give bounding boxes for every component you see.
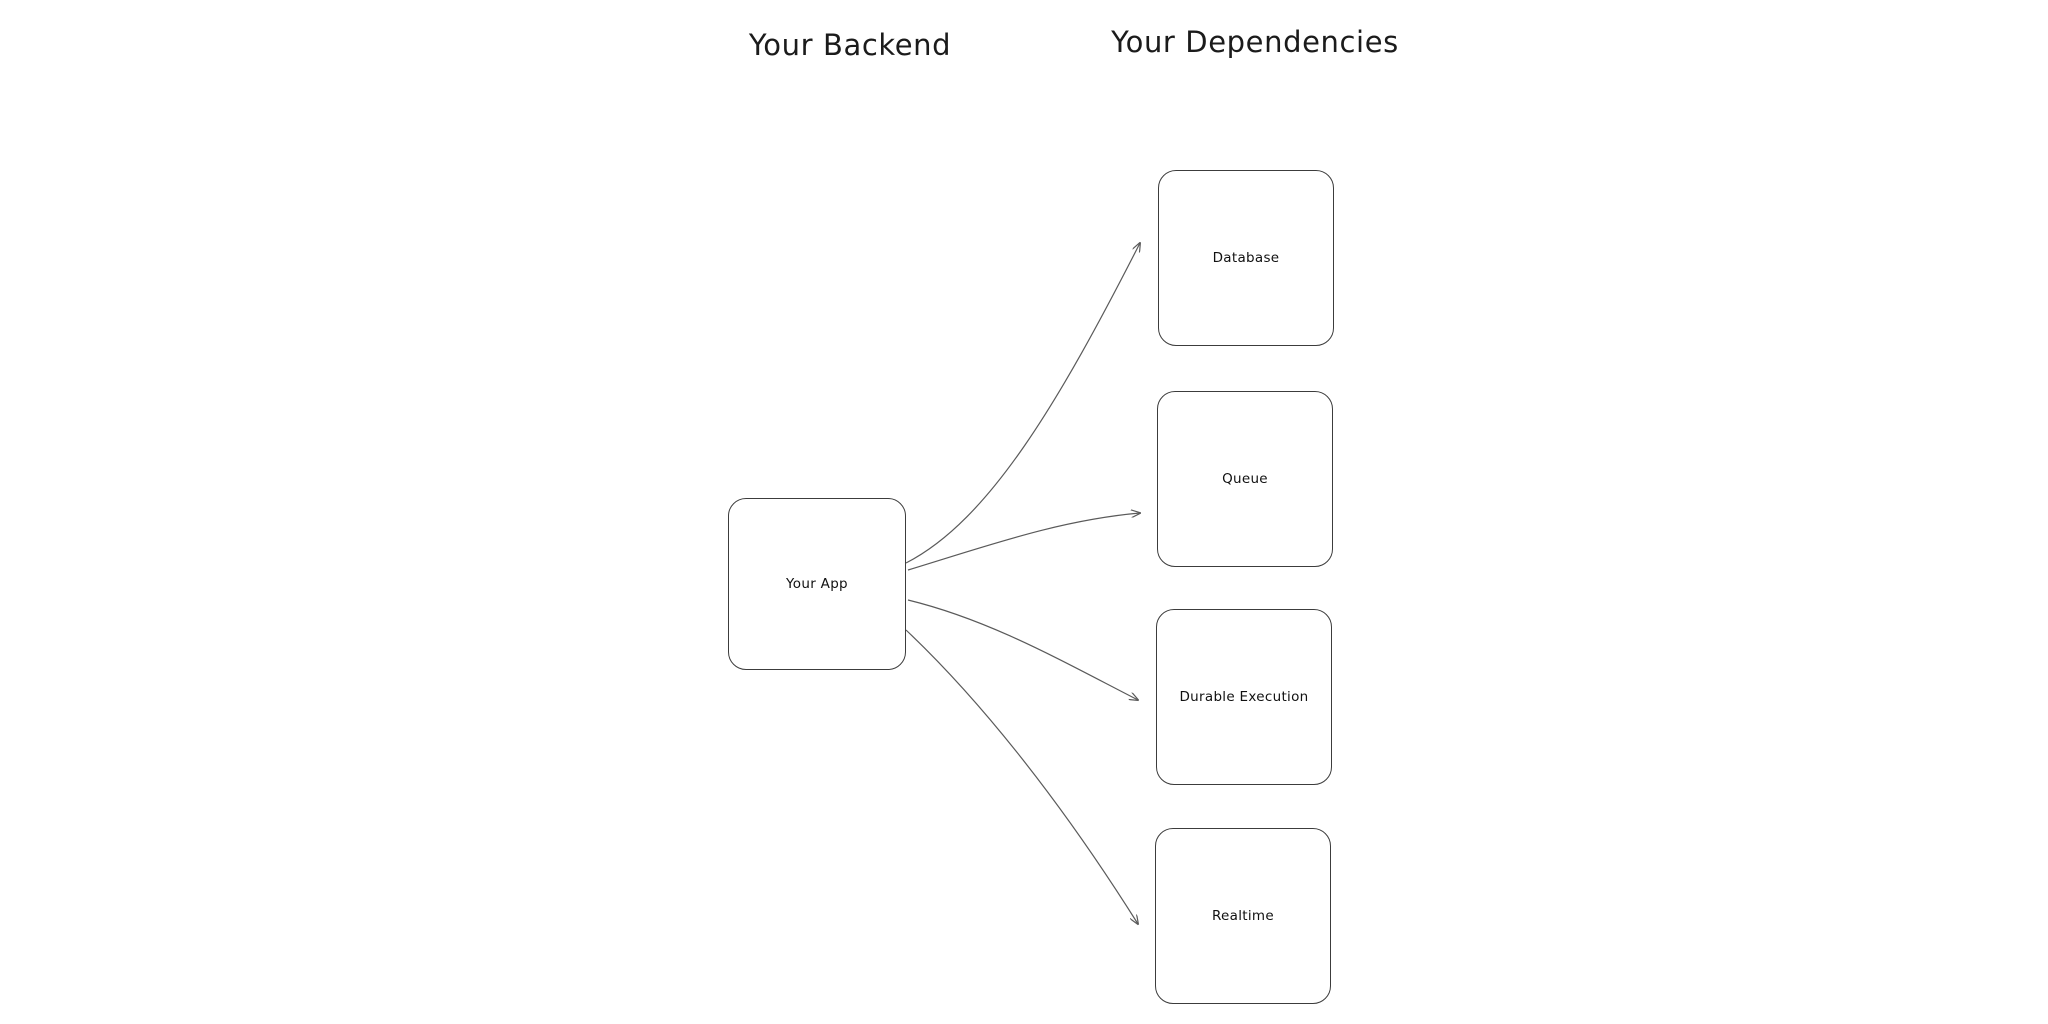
node-label-your-app: Your App — [786, 576, 848, 592]
edge-your-app-to-database — [906, 243, 1140, 563]
node-label-queue: Queue — [1222, 471, 1268, 487]
column-title-dependencies: Your Dependencies — [1111, 25, 1399, 59]
column-title-backend: Your Backend — [748, 28, 952, 62]
node-realtime[interactable] — [1155, 828, 1331, 1004]
edge-your-app-to-durable-execution — [908, 600, 1138, 700]
edge-your-app-to-queue — [908, 513, 1140, 570]
node-database[interactable] — [1158, 170, 1334, 346]
edge-your-app-to-realtime — [906, 630, 1138, 924]
node-queue[interactable] — [1157, 391, 1333, 567]
node-durable-execution[interactable] — [1156, 609, 1332, 785]
node-label-realtime: Realtime — [1211, 908, 1274, 924]
node-label-durable-execution: Durable Execution — [1179, 689, 1309, 705]
node-your-app[interactable] — [728, 498, 906, 670]
node-label-database: Database — [1212, 250, 1280, 266]
